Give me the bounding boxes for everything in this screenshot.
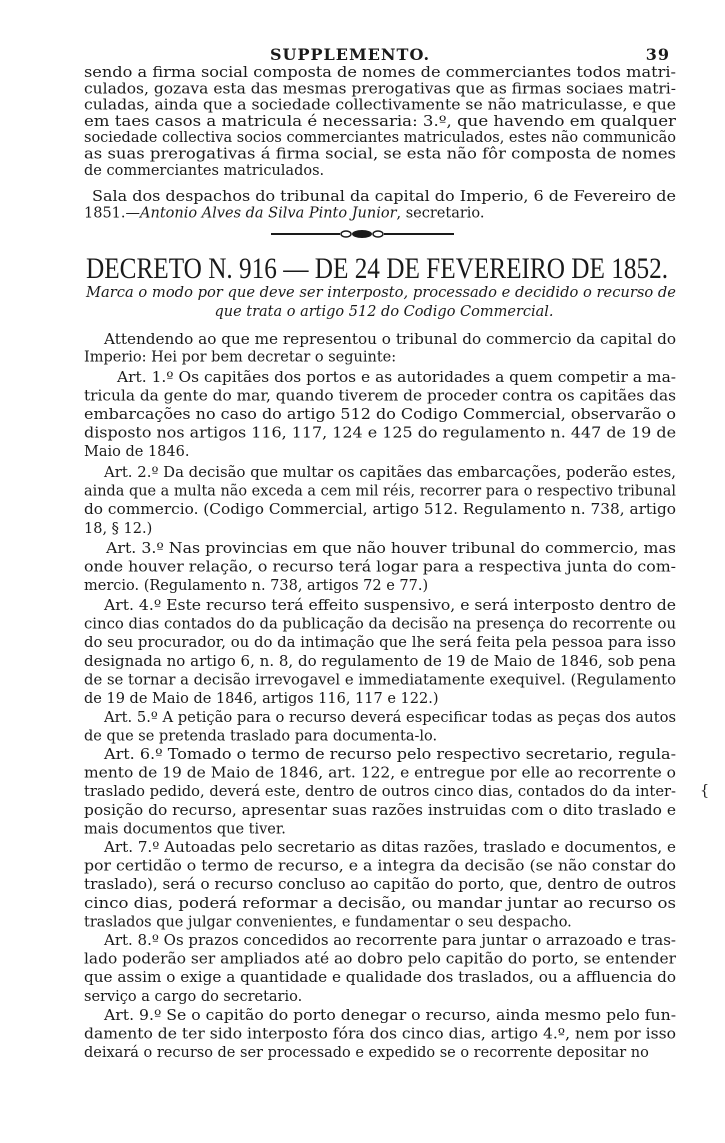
text-line: Art. 2.º Da decisão que multar os capitães das embarcações, poderão estes, [102, 465, 677, 481]
text-line: de commerciantes matriculados. [84, 162, 325, 179]
signatory-name: Antonio Alves da Silva Pinto Junior [140, 205, 397, 222]
text-line: traslados que julgar convenientes, e fundamentar o seu despacho. [84, 914, 572, 931]
text-line: traslado pedido, deverá este, dentro de outros cinco dias, contados do da inter- [84, 784, 677, 801]
text-line: sendo a firma social composta de nomes de commerciantes todos matri- [84, 65, 677, 81]
decree-summary-line: Marca o modo por que deve ser interposto, processado e decidido o recurso de [84, 285, 676, 301]
text-line: designada no artigo 6, n. 8, do regulamento de 19 de Maio de 1846, sob pena [84, 653, 677, 670]
paragraph-art1 [84, 370, 676, 460]
text-line: cinco dias contados do da publicação da decisão na presença do recorrente ou [84, 616, 676, 633]
text-line: embarcações no caso do artigo 512 do Codigo Commercial, observarão o [84, 407, 676, 423]
text-line: Art. 3.º Nas provincias em que não houver tribunal do commercio, mas [104, 541, 676, 557]
text-line: mercio. (Regulamento n. 738, artigos 72 e 77.) [84, 578, 429, 595]
text-line: de se tornar a decisão irrevogavel e immediatamente exequivel. (Regulamento [84, 672, 676, 689]
text-line: onde houver relação, o recurso terá logar para a respectiva junta do com- [84, 559, 677, 576]
text-line: culadas, ainda que a sociedade collectivamente se não matriculasse, e que [84, 97, 676, 114]
decree-summary-line: que trata o artigo 512 do Codigo Commercial. [214, 304, 554, 320]
signature-line [84, 205, 485, 221]
text-line: que assim o exige a quantidade e qualidade dos traslados, ou a affluencia do [84, 970, 676, 987]
text-line: damento de ter sido interposto fóra dos cinco dias, artigo 4.º, nem por isso [84, 1026, 676, 1043]
text-line: mento de 19 de Maio de 1846, art. 122, e entregue por elle ao recorrente o [84, 765, 676, 782]
text-line: Attendendo ao que me representou o tribunal do commercio da capital do [102, 332, 676, 348]
text-line: Art. 5.º A petição para o recurso deverá especificar todas as peças dos autos [102, 710, 676, 726]
text-line: posição do recurso, apresentar suas razões instruidas com o dito traslado e [84, 802, 676, 819]
paragraph-continuation [84, 65, 676, 179]
text-line: do commercio. (Codigo Commercial, artigo 512. Regulamento n. 738, artigo [84, 502, 676, 519]
margin-bracket-mark: { [700, 783, 710, 799]
text-line: do seu procurador, ou do da intimação que lhe será feita pela pessoa para isso [84, 635, 676, 652]
text-line: tricula da gente do mar, quando tiverem de proceder contra os capitães das [84, 388, 676, 405]
text-line: deixará o recurso de ser processado e expedido se o recorrente depositar no [84, 1045, 649, 1062]
text-line: Art. 4.º Este recurso terá effeito suspensivo, e será interposto dentro de [102, 598, 676, 614]
text-line: mais documentos que tiver. [84, 821, 286, 838]
text-line: Art. 1.º Os capitães dos portos e as autoridades a quem competir a ma- [115, 370, 677, 386]
paragraph-art9 [84, 1008, 676, 1061]
text-line: as suas prerogativas á firma social, se esta não fôr composta de nomes [84, 146, 676, 163]
text-line: Imperio: Hei por bem decretar o seguinte: [84, 349, 397, 366]
text-line: Maio de 1846. [84, 444, 190, 460]
text-line: de 19 de Maio de 1846, artigos 116, 117 e 122.) [84, 691, 439, 707]
paragraph-art8 [84, 933, 676, 1005]
signature-date: 1851.— [84, 205, 141, 222]
paragraph-art6 [84, 747, 676, 837]
section-divider-ornament [271, 230, 454, 238]
paragraph-art7 [84, 840, 676, 930]
paragraph-attendendo [84, 332, 676, 366]
text-line: por certidão o termo de recurso, e a integra da decisão (se não constar do [84, 858, 677, 875]
text-line: de que se pretenda traslado para documenta-lo. [84, 728, 438, 745]
text-line: culados, gozava esta das mesmas prerogativas que as firmas sociaes matri- [84, 81, 677, 98]
text-line: Art. 8.º Os prazos concedidos ao recorrente para juntar o arrazoado e tras- [102, 933, 677, 949]
text-line: serviço a cargo do secretario. [84, 988, 303, 1005]
paragraph-sala [84, 189, 676, 221]
text-line: cinco dias, poderá reformar a decisão, ou mandar juntar ao recurso os [84, 895, 676, 912]
text-line: lado poderão ser ampliados até ao dobro pelo capitão do porto, se entender [84, 951, 677, 968]
text-line: Art. 9.º Se o capitão do porto denegar o recurso, ainda mesmo pelo fun- [102, 1008, 677, 1024]
text-line: Art. 7.º Autoadas pelo secretario as ditas razões, traslado e documentos, e [102, 840, 676, 856]
text-line: 18, § 12.) [84, 520, 153, 537]
body-text [84, 65, 676, 1061]
text-line: disposto nos artigos 116, 117, 124 e 125 do regulamento n. 447 de 19 de [84, 425, 676, 442]
paragraph-art2 [84, 465, 676, 537]
text-line: traslado), será o recurso concluso ao capitão do porto, que, dentro de outros [84, 877, 676, 894]
decree-title: DECRETO N. 916 — DE 24 DE FEVEREIRO DE 1852. [86, 252, 668, 285]
paragraph-art3 [84, 541, 676, 594]
signatory-role: , secretario. [396, 205, 485, 222]
text-line: Art. 6.º Tomado o termo de recurso pelo respectivo secretario, regula- [102, 747, 677, 763]
text-line: em taes casos a matricula é necessaria: 3.º, que havendo em qualquer [84, 113, 677, 130]
running-title: SUPPLEMENTO. [269, 45, 431, 64]
paragraph-art4 [84, 598, 676, 707]
paragraph-art5 [84, 710, 676, 745]
text-line: ainda que a multa não exceda a cem mil réis, recorrer para o respectivo tribunal [84, 483, 677, 500]
page-number: 39 [645, 45, 670, 64]
text-line: sociedade collectiva socios commerciantes matriculados, estes não communicão [84, 130, 676, 147]
text-line: Sala dos despachos do tribunal da capital do Imperio, 6 de Fevereiro de [92, 189, 676, 205]
